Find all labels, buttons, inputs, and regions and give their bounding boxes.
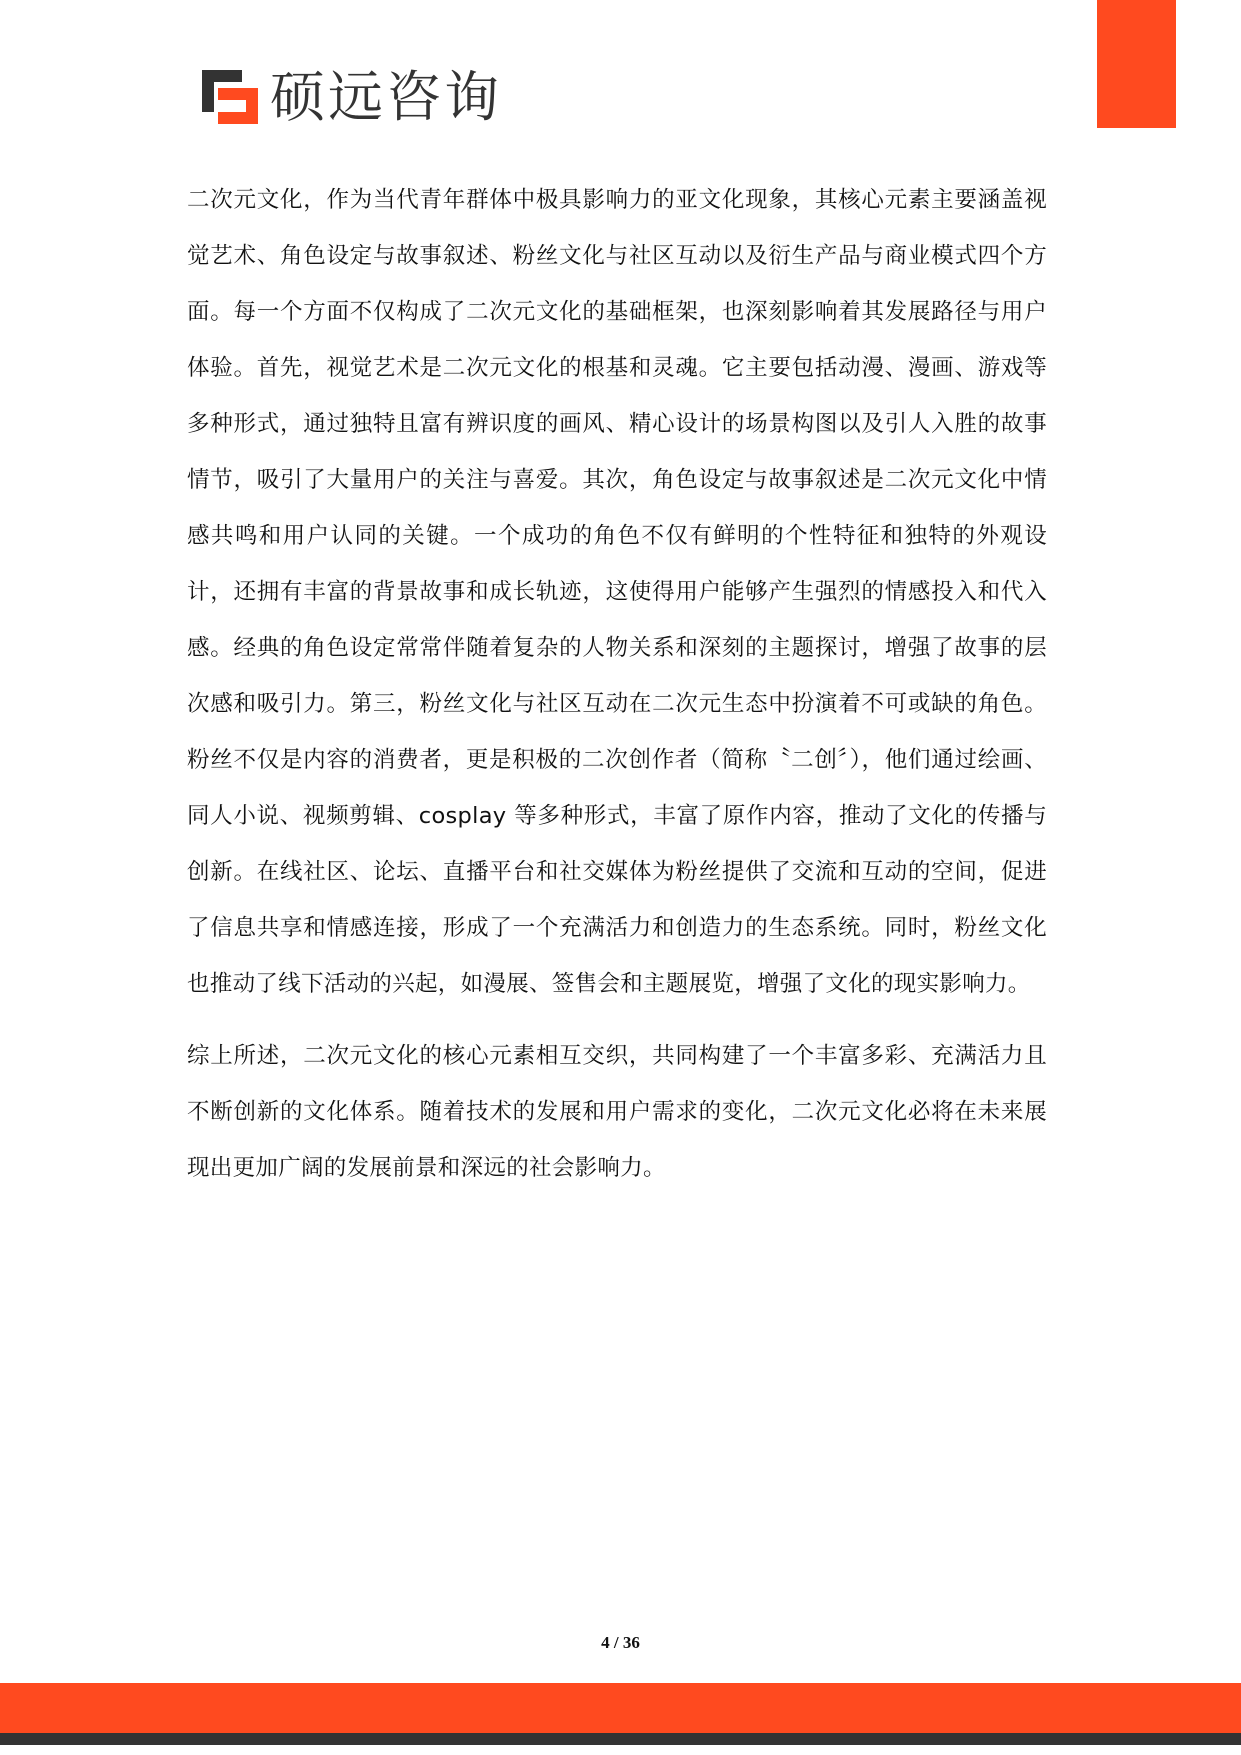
logo-text: 硕远咨询 <box>270 65 503 129</box>
company-logo <box>200 66 502 128</box>
corner-accent-tab <box>1097 0 1176 128</box>
body-paragraph-1: 二次元文化，作为当代青年群体中极具影响力的亚文化现象，其核心元素主要涵盖视觉艺术、角色设定与故事叙述、粉丝文化与社区互动以及衍生产品与商业模式四个方面。每一个方面不仅构成了二次元文化的基础框架，也深刻影响着其发展路径与用户体验。首先，视觉艺术是二次元文化的根基和灵魂。它主要包括动漫、漫画、游戏等多种形式，通过独特且富有辨识度的画风、精心设计的场景构图以及引人入胜的故事情节，吸引了大量用户的关注与喜爱。其次，角色设定与故事叙述是二次元文化中情感共鸣和用户认同的关键。一个成功的角色不仅有鲜明的个性特征和独特的外观设计，还拥有丰富的背景故事和成长轨迹，这使得用户能够产生强烈的情感投入和代入感。经典的角色设定常常伴随着复杂的人物关系和深刻的主题探讨，增强了故事的层次感和吸引力。第三，粉丝文化与社区互动在二次元生态中扮演着不可或缺的角色。粉丝不仅是内容的消费者，更是积极的二次创作者（简称〝二创〞），他们通过绘画、同人小说、视频剪辑、cosplay 等多种形式，丰富了原作内容，推动了文化的传播与创新。在线社区、论坛、直播平台和社交媒体为粉丝提供了交流和互动的空间，促进了信息共享和情感连接，形成了一个充满活力和创造力的生态系统。同时，粉丝文化也推动了线下活动的兴起，如漫展、签售会和主题展览，增强了文化的现实影响力。 <box>187 187 1047 997</box>
document-body <box>187 172 1047 1196</box>
body-paragraph-2: 综上所述，二次元文化的核心元素相互交织，共同构建了一个丰富多彩、充满活力且不断创新的文化体系。随着技术的发展和用户需求的变化，二次元文化必将在未来展现出更加广阔的发展前景和深远的社会影响力。 <box>187 1043 1047 1181</box>
logo-mark-icon <box>200 68 260 126</box>
page-number: 4 / 36 <box>601 1633 640 1652</box>
footer-dark-strip <box>0 1733 1241 1745</box>
footer-accent-band <box>0 1683 1241 1733</box>
